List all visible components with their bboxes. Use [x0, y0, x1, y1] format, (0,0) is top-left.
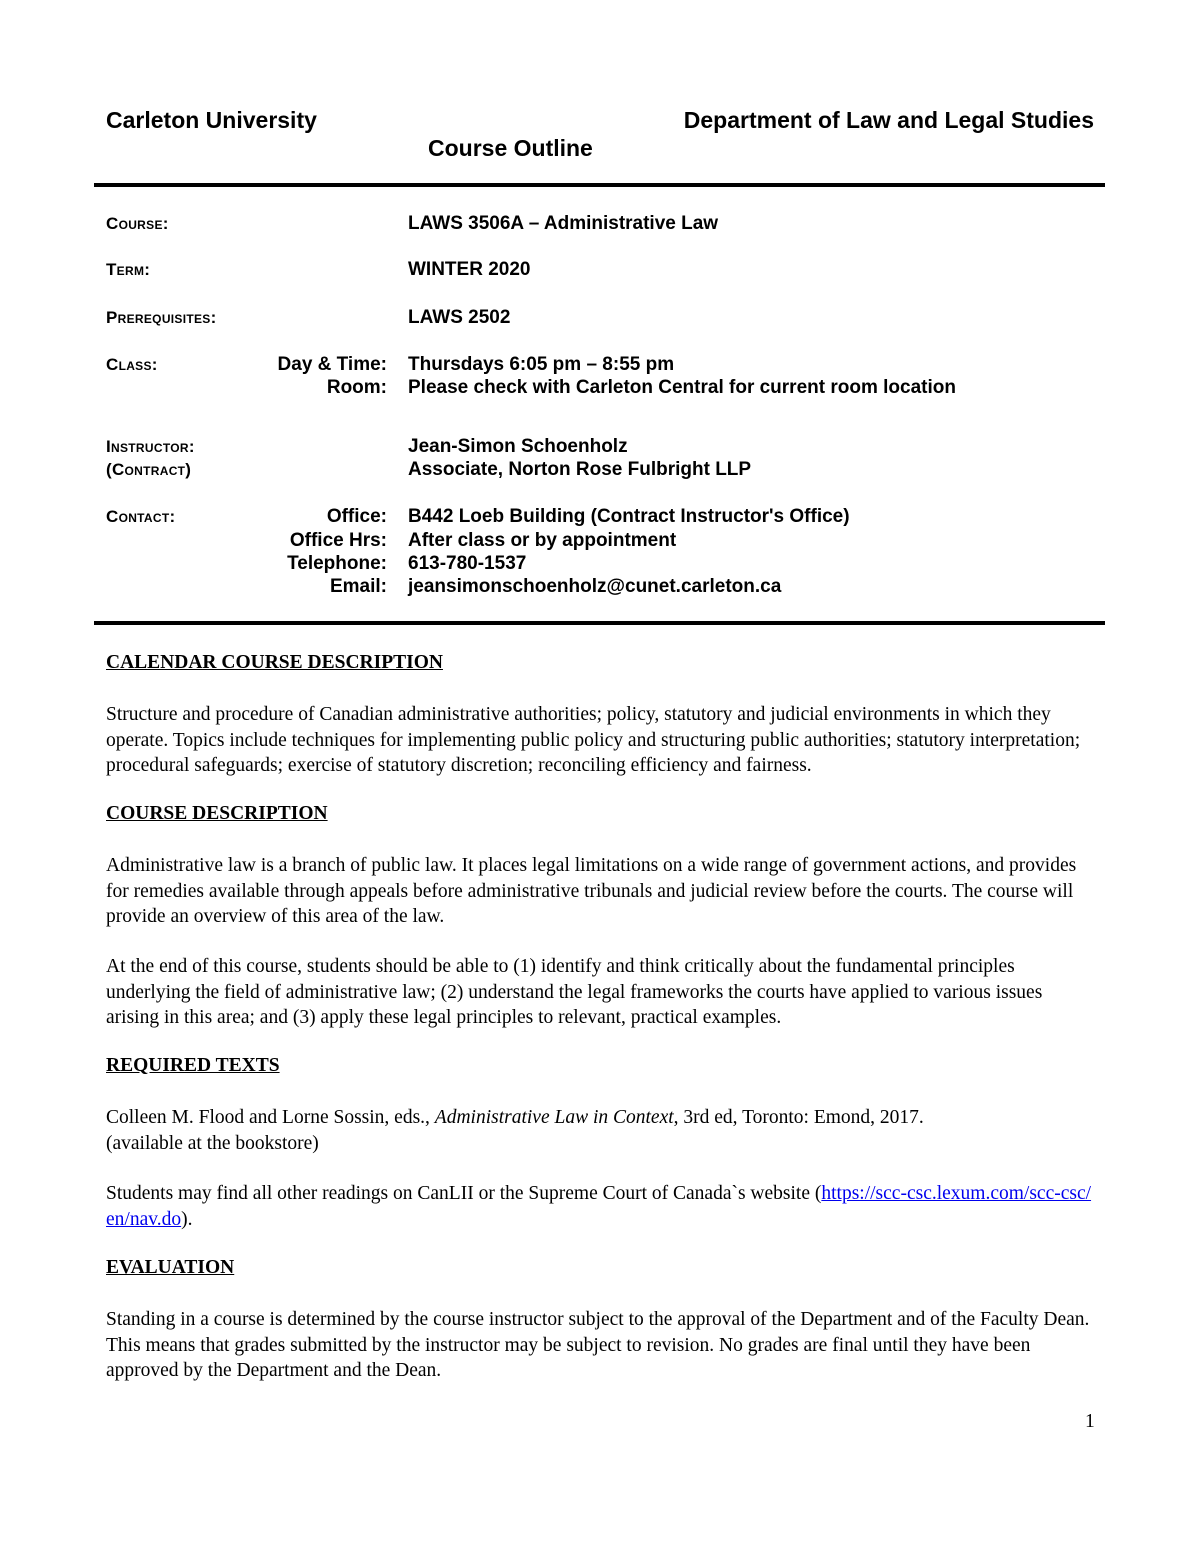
office-hours-label: Office Hrs:: [289, 530, 387, 551]
bottom-rule: [94, 621, 1105, 625]
prerequisites-label: Prerequisites:: [106, 308, 217, 327]
course-description-heading: COURSE DESCRIPTION: [106, 803, 328, 824]
room-value: Please check with Carleton Central for current room location: [408, 377, 956, 398]
office-label: Office:: [326, 506, 387, 527]
calendar-description-heading: CALENDAR COURSE DESCRIPTION: [106, 652, 443, 673]
instructor-title: Associate, Norton Rose Fulbright LLP: [408, 459, 752, 480]
citation-book-title: Administrative Law in Context: [434, 1107, 674, 1128]
room-label: Room:: [326, 377, 387, 398]
term-label: Term:: [106, 260, 151, 279]
other-readings-end: ).: [181, 1208, 193, 1230]
course-description-paragraph-2: At the end of this course, students should be able to (1) identify and think critically about the fundamental principles underlying the field of administrative law; (2) understand the legal frameworks the courts have applied to various issues arising in this area; and (3) apply these legal principles to relevant, practical examples.: [106, 956, 1043, 1028]
department-name: Department of Law and Legal Studies: [683, 107, 1094, 133]
scc-website-link[interactable]: https://scc-csc.lexum.com/scc-csc/en/nav.do: [106, 1183, 1092, 1230]
calendar-description-text: Structure and procedure of Canadian administrative authorities; policy, statutory and judicial environments in which they operate. Topics include techniques for implementing public policy and structuring public authorities; statutory interpretation; procedural safeguards; exercise of statutory discretion; reconciling efficiency and fairness.: [106, 704, 1081, 776]
required-text-citation: [106, 1105, 1096, 1156]
office-hours-value: After class or by appointment: [408, 530, 677, 551]
university-name: Carleton University: [106, 107, 317, 133]
contract-label: (Contract): [106, 460, 192, 479]
course-info-block: [0, 0, 1200, 640]
term-value: WINTER 2020: [408, 259, 531, 280]
course-value: LAWS 3506A – Administrative Law: [408, 213, 719, 234]
telephone-label: Telephone:: [287, 553, 387, 574]
page-number: 1: [1085, 1411, 1095, 1432]
office-value: B442 Loeb Building (Contract Instructor's Office): [408, 506, 850, 527]
citation-availability: (available at the bookstore): [106, 1132, 319, 1154]
citation-authors: Colleen M. Flood and Lorne Sossin, eds.,: [106, 1107, 435, 1128]
class-label: Class:: [106, 355, 158, 374]
course-label: Course:: [106, 214, 169, 233]
evaluation-text: Standing in a course is determined by the course instructor subject to the approval of the Department and of the Faculty Dean. This means that grades submitted by the instructor may be subject to revision. No grades are final until they have been approved by the Department and the Dean.: [106, 1309, 1090, 1381]
instructor-name: Jean-Simon Schoenholz: [408, 436, 628, 457]
other-readings-paragraph: [106, 1181, 1096, 1232]
email-label: Email:: [329, 576, 387, 597]
contact-label: Contact:: [106, 507, 176, 526]
citation-publisher: , 3rd ed, Toronto: Emond, 2017.: [673, 1107, 924, 1128]
email-value: jeansimonschoenholz@cunet.carleton.ca: [408, 576, 782, 597]
course-description-paragraph-1: Administrative law is a branch of public law. It places legal limitations on a wide range of government actions, and provides for remedies available through appeals before administrative tribunals and judicial review before the courts. The course will provide an overview of this area of the law.: [106, 855, 1077, 927]
instructor-label: Instructor:: [106, 437, 195, 456]
document-title: Course Outline: [428, 135, 593, 161]
required-texts-heading: REQUIRED TEXTS: [106, 1055, 280, 1076]
prerequisites-value: LAWS 2502: [408, 307, 511, 328]
other-readings-text: Students may find all other readings on CanLII or the Supreme Court of Canada`s website (: [106, 1183, 822, 1204]
evaluation-heading: EVALUATION: [106, 1257, 235, 1278]
day-time-label: Day & Time:: [277, 354, 387, 375]
day-time-value: Thursdays 6:05 pm – 8:55 pm: [408, 354, 675, 375]
telephone-value: 613-780-1537: [408, 553, 527, 574]
